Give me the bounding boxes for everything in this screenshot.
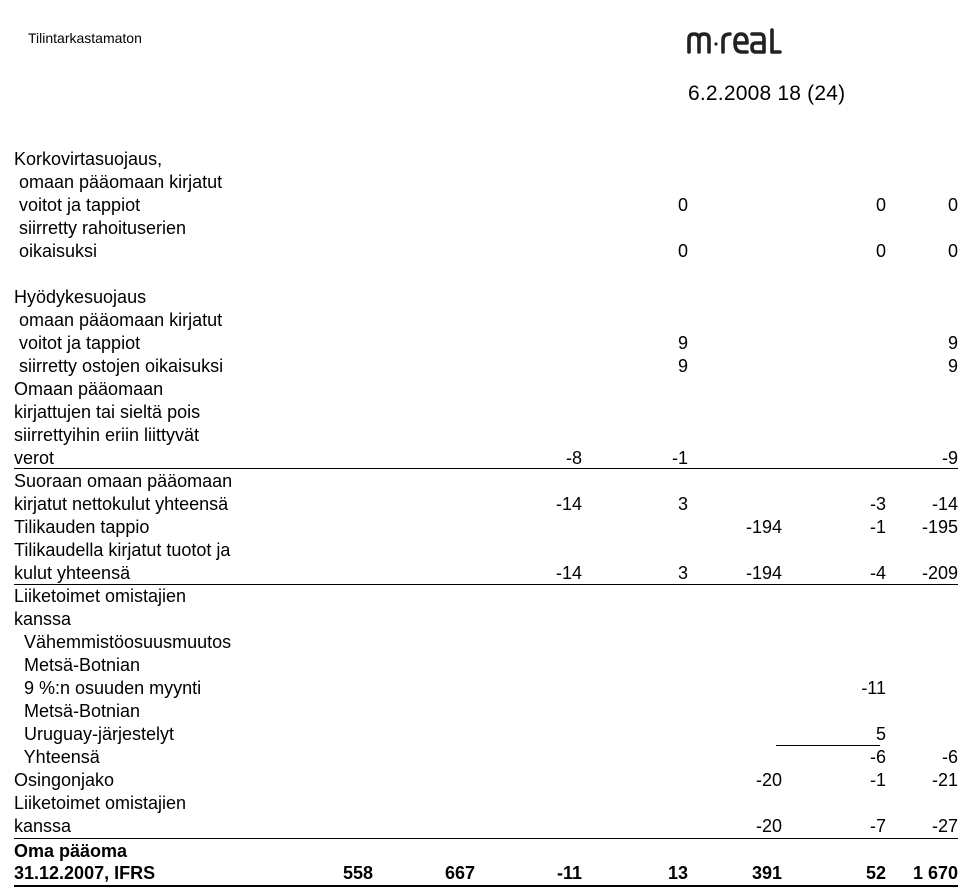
value-cell-c7: 9 [947,356,958,376]
row-label: voitot ja tappiot [14,333,141,353]
value-cell-c6: -3 [869,494,886,514]
table-row [14,447,958,470]
table-row [14,815,958,838]
value-cell-c3: -14 [555,494,582,514]
row-label: Yhteensä [14,747,100,767]
value-cell-c5: -194 [745,563,782,583]
value-cell-c1: 558 [342,863,373,883]
table-row [14,171,958,194]
row-label: Tilikauden tappio [14,517,150,537]
date-and-page: 6.2.2008 18 (24) [688,82,846,105]
table-row [14,355,958,378]
value-cell-c5: -20 [755,816,782,836]
value-cell-c5: -194 [745,517,782,537]
value-cell-c7: 0 [947,195,958,215]
row-label: kulut yhteensä [14,563,131,583]
table-row [14,332,958,355]
table-row [14,240,958,263]
value-cell-c3: -14 [555,563,582,583]
row-label: omaan pääomaan kirjatut [14,310,223,330]
value-cell-c7: -21 [931,770,958,790]
row-label: Vähemmistöosuusmuutos [14,632,232,652]
value-cell-c7: 1 670 [912,863,958,883]
company-logo [686,28,796,61]
value-cell-c4: 0 [677,195,688,215]
value-cell-c6: 5 [875,724,886,744]
table-row [14,516,958,539]
table-row [14,217,958,240]
row-label: Omaan pääomaan [14,379,164,399]
row-label: kanssa [14,816,72,836]
row-label: kirjattujen tai sieltä pois [14,402,201,422]
value-cell-c7: -6 [941,747,958,767]
table-row [14,608,958,631]
value-cell-c6: -1 [869,517,886,537]
table-row [14,470,958,493]
row-label: Korkovirtasuojaus, [14,149,163,169]
table-row [14,723,958,746]
audit-status-label: Tilintarkastamaton [28,30,142,46]
row-label: Suoraan omaan pääomaan [14,471,233,491]
value-cell-c7: -195 [921,517,958,537]
row-label: Liiketoimet omistajien [14,586,187,606]
row-label: Metsä-Botnian [14,655,141,675]
row-divider [14,838,958,839]
row-label: verot [14,448,55,468]
value-cell-c2: 667 [444,863,475,883]
value-cell-c6: 0 [875,195,886,215]
row-label: Metsä-Botnian [14,701,141,721]
value-cell-c4: 13 [667,863,688,883]
table-row [14,746,958,769]
row-label: kirjatut nettokulut yhteensä [14,494,229,514]
value-cell-c3: -8 [565,448,582,468]
value-cell-c7: 0 [947,241,958,261]
value-cell-c7: -209 [921,563,958,583]
table-row [14,654,958,677]
table-row [14,562,958,585]
table-row [14,309,958,332]
value-cell-c7: -9 [941,448,958,468]
table-row [14,840,958,863]
row-label: 9 %:n osuuden myynti [14,678,202,698]
table-row [14,585,958,608]
total-underline [14,885,958,887]
table-row [14,424,958,447]
table-row [14,401,958,424]
row-label: Uruguay-järjestelyt [14,724,175,744]
value-cell-c6: -7 [869,816,886,836]
value-cell-c7: 9 [947,333,958,353]
row-divider [14,468,958,469]
value-cell-c6: -11 [861,678,886,698]
table-row [14,378,958,401]
row-label: voitot ja tappiot [14,195,141,215]
value-cell-c6: 52 [865,863,886,883]
logo-icon [686,28,796,56]
row-label: 31.12.2007, IFRS [14,863,156,883]
table-row [14,677,958,700]
value-cell-c6: 0 [875,241,886,261]
table-row [14,769,958,792]
row-label: siirretty ostojen oikaisuksi [14,356,224,376]
row-label: Liiketoimet omistajien [14,793,187,813]
row-label: oikaisuksi [14,241,98,261]
table-row [14,286,958,309]
table-row [14,148,958,171]
value-cell-c5: -20 [755,770,782,790]
row-label: Hyödykesuojaus [14,287,147,307]
value-cell-c6: -4 [869,563,886,583]
value-cell-c4: -1 [671,448,688,468]
value-cell-c5: 391 [751,863,782,883]
value-cell-c4: 9 [677,356,688,376]
row-label: omaan pääomaan kirjatut [14,172,223,192]
value-cell-c6: -1 [869,770,886,790]
value-cell-c7: -14 [931,494,958,514]
row-divider [14,584,958,585]
value-cell-c3: -11 [556,863,582,883]
value-cell-c4: 3 [677,563,688,583]
table-row [14,631,958,654]
table-row [14,539,958,562]
value-cell-c4: 0 [677,241,688,261]
row-label: siirretty rahoituserien [14,218,187,238]
value-cell-c6: -6 [869,747,886,767]
subtotal-underline [776,745,880,746]
table-row [14,700,958,723]
row-label: siirrettyihin eriin liittyvät [14,425,200,445]
row-label: kanssa [14,609,72,629]
row-label: Tilikaudella kirjatut tuotot ja [14,540,231,560]
table-row [14,194,958,217]
row-label: Osingonjako [14,770,115,790]
value-cell-c7: -27 [931,816,958,836]
table-row [14,792,958,815]
value-cell-c4: 9 [677,333,688,353]
value-cell-c4: 3 [677,494,688,514]
table-row [14,493,958,516]
row-label: Oma pääoma [14,841,128,861]
table-row [14,862,958,885]
